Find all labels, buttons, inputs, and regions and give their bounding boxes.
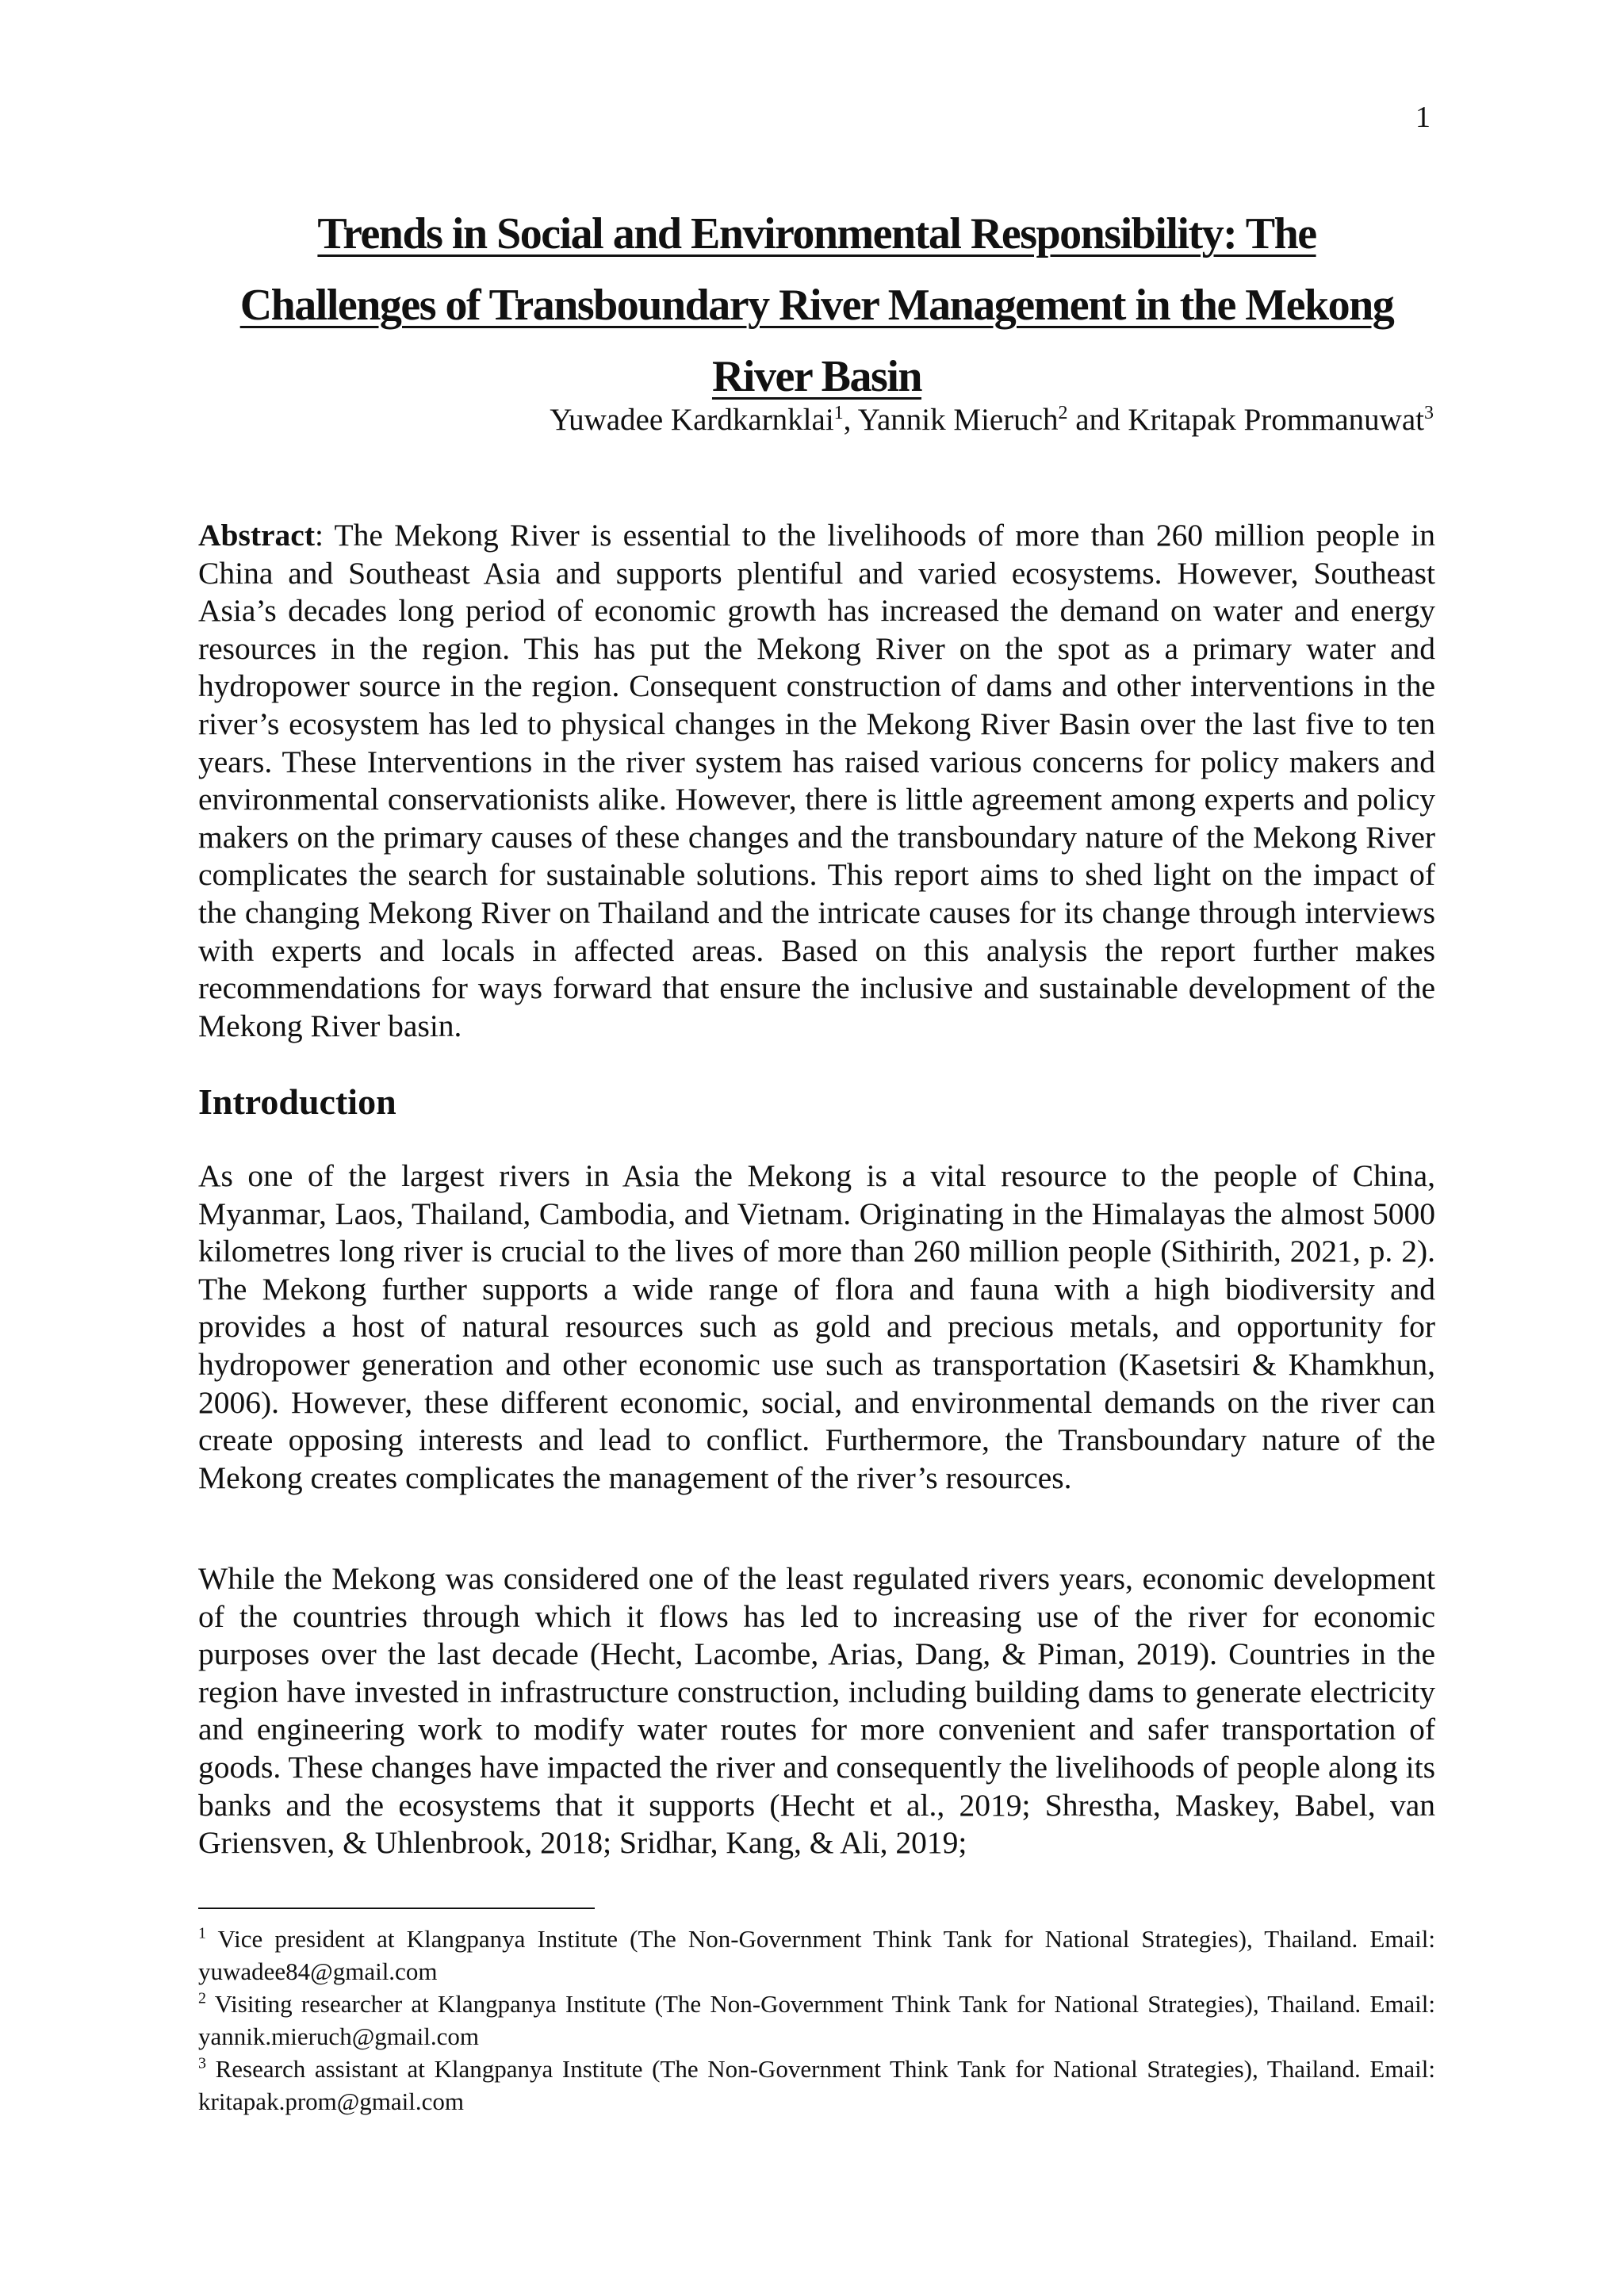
author-name: Yannik Mieruch <box>857 403 1059 437</box>
abstract <box>198 517 1435 1045</box>
section-heading-introduction: Introduction <box>198 1081 396 1122</box>
author-footnote-mark[interactable]: 3 <box>1424 403 1434 423</box>
footnote-text: Visiting researcher at Klangpanya Institute (The Non-Government Think Tank for National Strategies), Thailand. Email: yannik.mieruch@gmail.com <box>198 1990 1435 2050</box>
footnote-divider <box>198 1908 595 1909</box>
footnote-text: Vice president at Klangpanya Institute (The Non-Government Think Tank for National Strategies), Thailand. Email: yuwadee84@gmail.com <box>198 1925 1435 1985</box>
body-paragraph: As one of the largest rivers in Asia the Mekong is a vital resource to the people of China, Myanmar, Laos, Thailand, Cambodia, and Vietnam. Originating in the Himalayas the almost 5000 kilometres long river is crucial to the lives of more than 260 million people (Sithirith, 2021, p. 2). The Mekong further supports a wide range of flora and fauna with a high biodiversity and provides a host of natural resources such as gold and precious metals, and opportunity for hydropower generation and other economic use such as transportation (Kasetsiri & Khamkhun, 2006). However, these different economic, social, and environmental demands on the river can create opposing interests and lead to conflict. Furthermore, the Transboundary nature of the Mekong creates complicates the management of the river’s resources. <box>198 1158 1435 1495</box>
author-name: Yuwadee Kardkarnklai <box>550 403 834 437</box>
footnote-mark: 1 <box>198 1924 206 1942</box>
paper-title <box>198 198 1435 412</box>
footnote <box>198 1988 1435 2053</box>
author-footnote-mark[interactable]: 2 <box>1058 403 1068 423</box>
page-number: 1 <box>1415 101 1431 134</box>
footnote-mark: 3 <box>198 2054 206 2072</box>
author-list <box>550 400 1434 440</box>
footnote <box>198 2053 1435 2118</box>
author-separator: and <box>1067 403 1128 437</box>
title-line-2: Challenges of Transboundary River Management in the Mekong <box>239 281 1394 330</box>
footnote-text: Research assistant at Klangpanya Institute (The Non-Government Think Tank for National Strategies), Thailand. Email: kritapak.prom@gmail.com <box>198 2055 1435 2115</box>
title-line-1: Trends in Social and Environmental Responsibility: The <box>317 209 1316 258</box>
author-name: Kritapak Prommanuwat <box>1128 403 1424 437</box>
footnote <box>198 1923 1435 1988</box>
body-paragraph: While the Mekong was considered one of the least regulated rivers years, economic development of the countries through which it flows has led to increasing use of the river for economic purposes over the last decade (Hecht, Lacombe, Arias, Dang, & Piman, 2019). Countries in the region have invested in infrastructure construction, including building dams to generate electricity and engineering work to modify water routes for more convenient and safer transportation of goods. These changes have impacted the river and consequently the livelihoods of people along its banks and the ecosystems that it supports (Hecht et al., 2019; Shrestha, Maskey, Babel, van Griensven, & Uhlenbrook, 2018; Sridhar, Kang, & Ali, 2019; <box>198 1561 1435 1861</box>
footnote-mark: 2 <box>198 1989 206 2007</box>
author-separator: , <box>843 403 858 437</box>
footnotes <box>198 1923 1435 2118</box>
title-line-3: River Basin <box>711 352 922 401</box>
abstract-text: : The Mekong River is essential to the livelihoods of more than 260 million people in China and Southeast Asia and supports plentiful and varied ecosystems. However, Southeast Asia’s decades long period of economic growth has increased the demand on water and energy resources in the region. This has put the Mekong River on the spot as a primary water and hydropower source in the region. Consequent construction of dams and other interventions in the river’s ecosystem has led to physical changes in the Mekong River Basin over the last five to ten years. These Interventions in the river system has raised various concerns for policy makers and environmental conservationists alike. However, there is little agreement among experts and policy makers on the primary causes of these changes and the transboundary nature of the Mekong River complicates the search for sustainable solutions. This report aims to shed light on the impact of the changing Mekong River on Thailand and the intricate causes for its change through interviews with experts and locals in affected areas. Based on this analysis the report further makes recommendations for ways forward that ensure the inclusive and sustainable development of the Mekong River basin. <box>198 518 1435 1043</box>
abstract-label: Abstract <box>198 518 315 553</box>
author-footnote-mark[interactable]: 1 <box>833 403 844 423</box>
